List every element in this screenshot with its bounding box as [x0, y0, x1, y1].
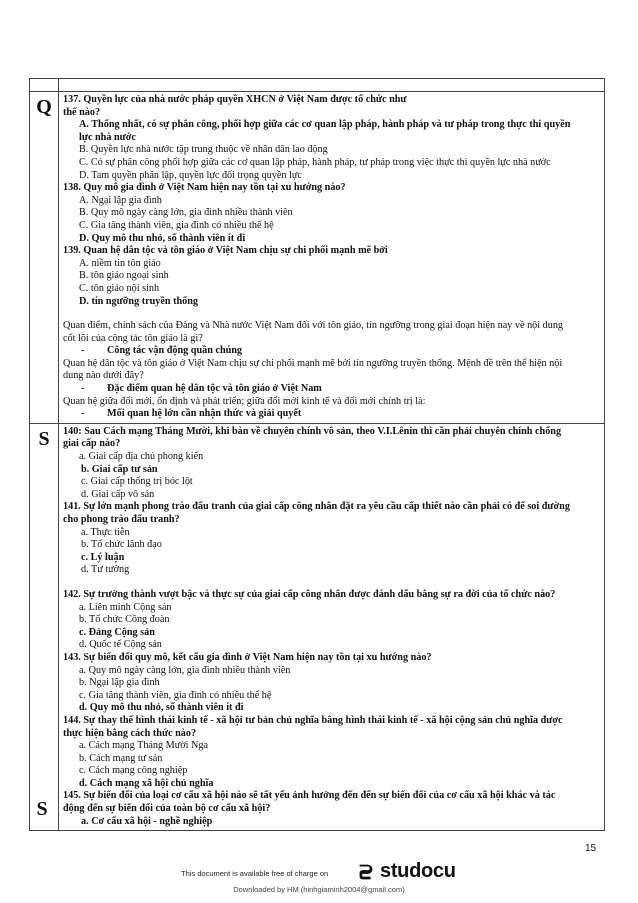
text-line — [63, 778, 600, 791]
line-text: d. Quốc tế Cộng sản — [79, 639, 162, 651]
text-line — [63, 803, 600, 816]
line-text: Quan điểm, chính sách của Đảng và Nhà nước Việt Nam đối với tôn giáo, tín ngưỡng trong giai đoạn hiện nay về nội dung — [63, 320, 564, 332]
line-text: B. Quy mô ngày càng lớn, gia đình nhiều thành viên — [79, 207, 293, 219]
text-line — [63, 396, 600, 409]
line-text: b. Cách mạng tư sản — [79, 752, 163, 764]
header-row — [30, 79, 605, 92]
text-line — [63, 207, 600, 220]
line-text: c. Đảng Cộng sản — [79, 626, 155, 638]
row-label-s-tail: S — [36, 798, 48, 820]
text-line — [63, 270, 600, 283]
line-text: Quan hệ dân tộc và tôn giáo ở Việt Nam chịu sự chi phối mạnh mẽ bởi tín ngưỡng truyền thống. Mệnh đề trên thể hiện nội — [63, 357, 563, 369]
line-text: thế nào? — [63, 106, 101, 118]
line-text: Đặc điểm quan hệ dân tộc và tôn giáo ở Việt Nam — [107, 383, 322, 395]
line-text: 138. Quy mô gia đình ở Việt Nam hiện nay tồn tại xu hướng nào? — [63, 182, 346, 194]
text-line — [63, 144, 600, 157]
line-text: b. Giai cấp tư sản — [81, 463, 158, 475]
text-line — [63, 333, 600, 346]
line-text: A. Ngại lập gia đình — [79, 194, 162, 206]
bullet-dash: - — [81, 345, 85, 357]
text-line — [63, 639, 600, 652]
text-line — [63, 296, 600, 309]
line-text: c. Giai cấp thống trị bóc lột — [81, 476, 193, 488]
line-text: giai cấp nào? — [63, 438, 121, 450]
line-text: động đến sự biến đổi của toàn bộ cơ cấu xã hội? — [63, 803, 271, 815]
line-text: 143. Sự biến đổi quy mô, kết cấu gia đình ở Việt Nam hiện nay tồn tại xu hướng nào? — [63, 651, 432, 663]
page-number: 15 — [585, 843, 597, 854]
text-line — [63, 438, 600, 451]
text-line — [63, 552, 600, 565]
text-line — [63, 358, 600, 371]
studocu-logo[interactable] — [355, 860, 456, 883]
line-text: a. Cách mạng Tháng Mười Nga — [79, 740, 208, 752]
line-text: Quan hệ giữa đổi mới, ổn định và phát triển; giữa đổi mới kinh tế và đổi mới chính trị là: — [63, 395, 426, 407]
line-text: cho phong trào đấu tranh? — [63, 514, 180, 525]
text-line — [63, 195, 600, 208]
text-line — [63, 370, 600, 383]
text-line — [63, 690, 600, 703]
row-label-cell — [30, 423, 59, 830]
row-label-q: Q — [36, 96, 52, 118]
text-line — [63, 652, 600, 665]
line-text: d. Tư tưởng — [81, 564, 130, 576]
line-text: Mối quan hệ lớn cần nhận thức và giải quyết — [107, 408, 302, 420]
line-text: D. Tam quyền phân lập, quyền lực đối trọng quyền lực — [79, 169, 302, 181]
s-row — [30, 423, 605, 830]
question-table — [29, 78, 605, 831]
row-label-s: S — [38, 427, 50, 450]
line-text: Công tác vận động quần chúng — [107, 345, 243, 357]
text-line — [63, 220, 600, 233]
line-text: thực hiện bằng cách thức nào? — [63, 727, 197, 739]
line-text: a. Giai cấp địa chủ phong kiến — [79, 451, 204, 463]
line-text: b. Tổ chức Công đoàn — [79, 614, 170, 626]
line-text: C. Có sự phân công phối hợp giữa các cơ quan lập pháp, hành pháp, tư pháp trong việc thực thi quyền lực nhà nước — [79, 156, 551, 168]
q-row — [30, 92, 605, 424]
q-section — [59, 92, 605, 424]
text-line — [63, 258, 600, 271]
text-line — [63, 476, 600, 489]
text-line — [63, 283, 600, 296]
text-line — [63, 589, 600, 602]
text-line — [63, 627, 600, 640]
row-label-cell — [30, 92, 59, 424]
line-text: c. Gia tăng thành viên, gia đình có nhiều thế hệ — [79, 689, 272, 701]
line-text: B. tôn giáo ngoại sinh — [79, 270, 169, 282]
text-line — [63, 170, 600, 183]
text-line — [63, 677, 600, 690]
text-line — [63, 715, 600, 728]
line-text: a. Liên minh Cộng sản — [79, 601, 172, 613]
line-text: c. Lý luận — [81, 551, 125, 563]
line-text: a. Thực tiễn — [81, 526, 130, 538]
text-line — [63, 119, 600, 132]
line-text: 145. Sự biến đổi của loại cơ cấu xã hội nào sẽ tất yếu ảnh hưởng đến đến sự biến đổi của cơ cấu xã hội khác và tác — [63, 790, 556, 802]
text-line — [63, 157, 600, 170]
text-line — [63, 501, 600, 514]
line-text: 141. Sự lớn mạnh phong trào đấu tranh của giai cấp công nhân đặt ra yêu cầu cấp thiết nào cần phải có để soi đường — [63, 501, 570, 513]
text-line — [63, 753, 600, 766]
line-text: d. Quy mô thu nhỏ, số thành viên ít đi — [79, 702, 244, 714]
spacer — [63, 577, 600, 589]
line-text: D. tín ngưỡng truyền thống — [79, 295, 199, 307]
text-line — [63, 94, 600, 107]
line-text: 144. Sự thay thế hình thái kinh tế - xã hội tư bản chủ nghĩa bằng hình thái kinh tế - xã hội cộng sản chủ nghĩa được — [63, 714, 563, 726]
line-text: 137. Quyền lực của nhà nước pháp quyền XHCN ở Việt Nam được tổ chức như — [63, 94, 407, 105]
text-line — [63, 464, 600, 477]
line-text: a. Quy mô ngày càng lớn, gia đình nhiều thành viên — [79, 664, 291, 676]
text-line — [63, 816, 600, 829]
s-section — [59, 423, 605, 830]
text-line — [63, 702, 600, 715]
footer — [0, 858, 638, 888]
spacer — [63, 308, 600, 320]
text-line — [63, 527, 600, 540]
text-line — [63, 489, 600, 502]
text-line — [63, 132, 600, 145]
line-text: d. Cách mạng xã hội chủ nghĩa — [79, 777, 214, 789]
line-text: D. Quy mô thu nhỏ, số thành viên ít đi — [79, 232, 246, 244]
line-text: 142. Sự trưởng thành vượt bậc và thực sự của giai cấp công nhân được đánh dấu bằng sự ra đời của tổ chức nào? — [63, 588, 556, 600]
line-text: lực nhà nước — [79, 131, 136, 143]
header-cell-right — [59, 79, 605, 92]
line-text: C. tôn giáo nội sinh — [79, 282, 160, 294]
line-text: b. Tổ chức lãnh đạo — [81, 539, 162, 551]
studocu-brand-text: studocu — [380, 860, 456, 882]
line-text: b. Ngại lập gia đình — [79, 677, 160, 689]
text-line — [63, 182, 600, 195]
line-text: B. Quyền lực nhà nước tập trung thuộc về nhân dân lao động — [79, 144, 328, 156]
bullet-dash: - — [81, 408, 85, 420]
text-line — [63, 245, 600, 258]
text-line — [63, 426, 600, 439]
line-text: d. Giai cấp vô sản — [81, 488, 155, 500]
line-text: a. Cơ cấu xã hội - nghề nghiệp — [81, 815, 213, 827]
text-line — [63, 614, 600, 627]
line-text: cốt lõi của công tác tôn giáo là gì? — [63, 332, 203, 344]
text-line — [63, 740, 600, 753]
text-line — [63, 107, 600, 120]
downloaded-by-text: Downloaded by HM (hinhgiaminh2004@gmail.com) — [233, 885, 405, 894]
line-text: dung nào dưới đây? — [63, 370, 144, 382]
text-line — [63, 320, 600, 333]
text-line — [63, 539, 600, 552]
bullet-dash: - — [81, 383, 85, 395]
line-text: A. Thống nhất, có sự phân công, phối hợp giữa các cơ quan lập pháp, hành pháp và tư pháp trong thực thi quyền — [79, 119, 571, 131]
header-cell-left — [30, 79, 59, 92]
text-line — [63, 233, 600, 246]
text-line — [63, 790, 600, 803]
text-line — [63, 514, 600, 527]
footer-available-text: This document is available free of charge on — [181, 869, 329, 878]
line-text: C. Gia tăng thành viên, gia đình có nhiều thế hệ — [79, 219, 274, 231]
text-line — [63, 602, 600, 615]
studocu-logo-icon — [355, 861, 377, 883]
line-text: 139. Quan hệ dân tộc và tôn giáo ở Việt Nam chịu sự chi phối mạnh mẽ bởi — [63, 245, 388, 257]
line-text: c. Cách mạng công nghiệp — [79, 765, 188, 777]
text-line — [63, 665, 600, 678]
text-line — [63, 383, 600, 396]
text-line — [63, 564, 600, 577]
line-text: 140: Sau Cách mạng Tháng Mười, khi bàn về chuyên chính vô sản, theo V.I.Lênin thì cần phải chuyên chính chống — [63, 425, 562, 437]
text-line — [63, 728, 600, 741]
text-line — [63, 451, 600, 464]
text-line — [63, 408, 600, 421]
line-text: A. niềm tin tôn giáo — [79, 257, 161, 269]
text-line — [63, 345, 600, 358]
text-line — [63, 765, 600, 778]
